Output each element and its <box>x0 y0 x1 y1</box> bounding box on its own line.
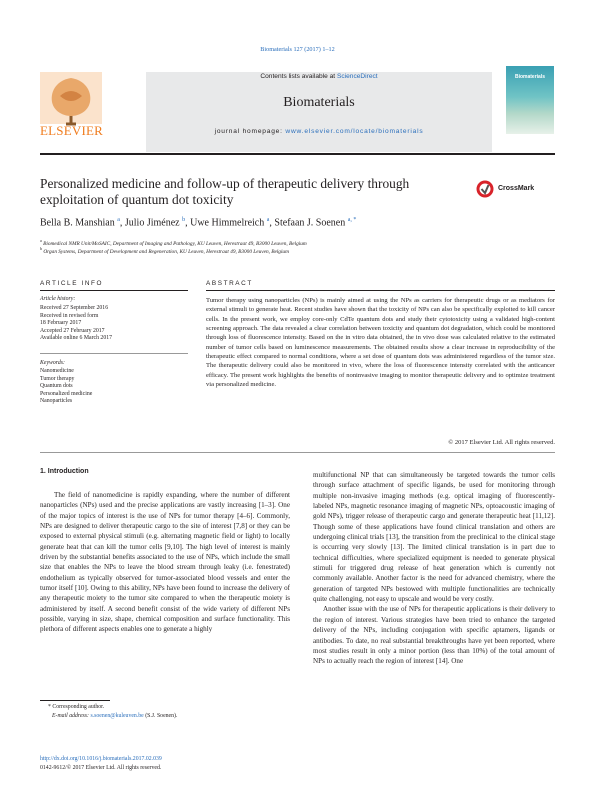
history-item: Received in revised form <box>40 312 99 319</box>
paragraph: multifunctional NP that can simultaneously be targeted towards the tumor cells through surface attachment of specific ligands, be used for monitoring through multiple non-invasive imaging methods (e.g. optical imaging of fluorescently-labeled NPs, magnetic resonance imaging of magnetic NPs, optoacoustic imaging of gold NPs), trigger release of therapeutic cargo and generate therapeutic heat [11,12]. Though some of these applications have found clinical translation and others are undergoing clinical trials [13], the transition from the preclinical to the clinical stage is occurring very slowly [13]. The limited clinical translation is in part due to technical difficulties, where specialized equipment is needed to generate physical stimuli for triggered drug release of heat generation which is currently not commonly available. Another factor is the need for advanced chemistry, where the generation of targeted NPs bestowed with multiple functionalities are technically quite challenging, not easy to upscale and would be very costly. <box>313 471 555 604</box>
keywords-label: Keywords: <box>40 360 65 366</box>
footnote-rule <box>40 700 110 701</box>
intro-column-right <box>313 470 555 667</box>
affiliation: $^a$ Biomedical NMR Unit/MoSAIC, Department of Imaging and Pathology, KU Leuven, Herestraat 49, B3000 Leuven, Belgium <box>40 238 307 247</box>
history-label: Article history: <box>40 296 76 302</box>
abstract-rule <box>206 290 555 291</box>
section-heading-introduction: 1. Introduction <box>40 468 89 475</box>
author-email-link[interactable]: s.soenen@kuleuven.be <box>90 713 144 719</box>
author-name[interactable]: Julio Jiménez <box>124 217 180 229</box>
journal-header-band <box>146 72 492 152</box>
crossmark-icon[interactable] <box>476 180 494 198</box>
history-item: Accepted 27 February 2017 <box>40 327 105 334</box>
abstract-heading: ABSTRACT <box>206 280 253 287</box>
keyword-item: Nanoparticles <box>40 398 73 404</box>
affiliation: $^b$ Organ Systems, Department of Development and Regeneration, KU Leuven, Herestraat 49, B3000 Leuven, Belgium <box>40 246 289 255</box>
keyword-item: Nanomedicine <box>40 368 74 374</box>
history-list <box>40 305 188 343</box>
history-item: Received 27 September 2016 <box>40 305 109 311</box>
crossmark-label[interactable]: CrossMark <box>498 185 535 192</box>
email-footnote: E-mail address: s.soenen@kuleuven.be (S.J. Soenen). <box>52 713 178 719</box>
journal-title: Biomaterials <box>283 95 355 110</box>
history-item: Available online 6 March 2017 <box>40 335 113 341</box>
corresponding-author-note: * Corresponding author. <box>48 704 105 710</box>
article-info-rule <box>40 290 188 291</box>
header-rule <box>40 153 555 155</box>
keywords-rule <box>40 353 188 354</box>
contents-line: Contents lists available at ScienceDirect <box>260 73 378 80</box>
sciencedirect-link[interactable]: ScienceDirect <box>336 73 378 80</box>
journal-citation[interactable]: Biomaterials 127 (2017) 1–12 <box>260 46 335 53</box>
cover-title: Biomaterials <box>514 74 545 80</box>
author-list: Bella B. Manshian $^a$, Julio Jiménez $^b$, Uwe Himmelreich $^a$, Stefaan J. Soenen $^{a, *}$ <box>40 217 357 229</box>
keyword-item: Personalized medicine <box>40 390 93 397</box>
issn-line: 0142-9612/© 2017 Elsevier Ltd. All rights reserved. <box>40 765 162 771</box>
author-name[interactable]: Bella B. Manshian <box>40 217 115 229</box>
history-item: 18 February 2017 <box>40 320 82 326</box>
abstract-text: Tumor therapy using nanoparticles (NPs) is mainly aimed at using the NPs as carriers for therapeutic drugs or as mediators for external stimuli to generate heat. Recent studies have shown that the toxicity of NPs can also be specifically exploited to kill cancer cells. In the present work, we employ core-only CdTe quantum dots and study their cytotoxicity using a validated high-content screening approach. The data revealed a clear correlation between toxicity and quantum dot degradation, which could be monitored through loss of fluorescence intensity. Based on the in vitro data obtained, the in vivo dose was calculated relative to the estimated number of tumor cells based on luminescence measurements. The obtained results show a clear increase in reproducibility of the therapeutic effect compared to normal conditions, where a set dose of quantum dots was administered regardless of the tumor size. The therapeutic delivery could also be monitored in vivo, where the loss of fluorescence intensity correlated with the anticancer efficacy. The present work highlights the benefits of noninvasive imaging to monitor therapeutic delivery and to optimize treatment via personalized medicine. <box>206 297 555 389</box>
paragraph: Another issue with the use of NPs for therapeutic applications is their delivery to the region of interest. Various strategies have been tried to enhance the targeted delivery of the NPs, including conjugation with specific aptamers, ligands or antibodies. To date, no real substantial breakthroughs have yet been reported, where most studies result in only a minor portion (less than 10%) of the total amount of NPs to actually reach the region of interest [14]. One <box>313 605 555 666</box>
article-info-heading: ARTICLE INFO <box>40 280 104 287</box>
homepage-link[interactable]: www.elsevier.com/locate/biomaterials <box>285 128 424 135</box>
abstract-end-rule <box>40 452 555 453</box>
author-name[interactable]: Stefaan J. Soenen <box>274 217 346 229</box>
keyword-item: Tumor therapy <box>40 375 75 382</box>
keyword-list <box>40 368 188 406</box>
journal-homepage: journal homepage: www.elsevier.com/locate/biomaterials <box>214 128 424 135</box>
abstract-copyright: © 2017 Elsevier Ltd. All rights reserved. <box>448 439 555 446</box>
keyword-item: Quantum dots <box>40 383 73 389</box>
publisher-name: ELSEVIER <box>40 123 103 138</box>
intro-column-left: The field of nanomedicine is rapidly expanding, where the number of different nanoparticles (NPs) used and the precise applications are vastly increasing [1–3]. One of the major topics of interest is the use of NPs for tumor therapy [4–6]. Commonly, NPs are designed to deliver therapeutic cargo to the site of interest [7,8] or they can be exposed to external physical stimuli (e.g. alternating magnetic field or light) to locally generate heat that can kill the tumor cells [9,10]. The high level of interest is mainly driven by the substantial benefits associated to the use of NPs, which include the small size that enables the NPs to leave the blood stream through leaky (i.e. fenestrated) endothelium as typically observed for tumor-associated blood vessels and enter the tumor itself [10]. Owing to this ability, NPs have been found to increase the delivery of any therapeutic moiety to the tumor site compared to when the therapeutic moiety is administered by itself. A second benefit consist of the wide variety of different NPs possible, varying in size, shape, chemical composition and surface functionality. This plethora of different aspects enables one to generate a highly <box>40 491 290 634</box>
author-name[interactable]: Uwe Himmelreich <box>190 217 265 229</box>
doi-link[interactable]: http://dx.doi.org/10.1016/j.biomaterials.2017.02.039 <box>40 756 162 762</box>
article-title: Personalized medicine and follow-up of therapeutic delivery through exploitation of quantum dot toxicity <box>40 176 410 207</box>
